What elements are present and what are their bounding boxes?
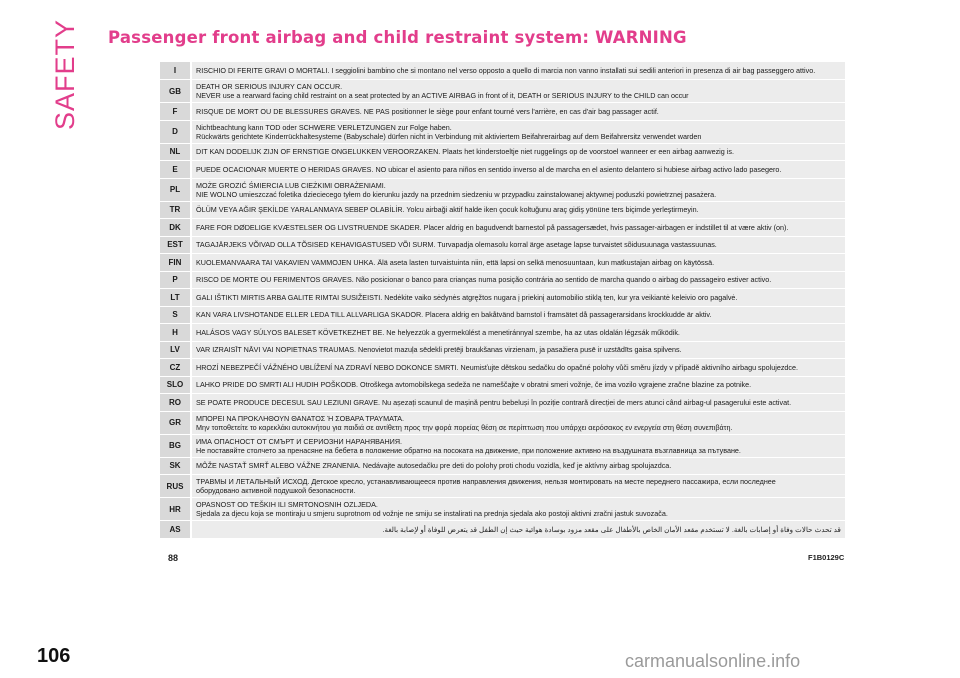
warning-row <box>160 394 845 412</box>
language-code: SLO <box>160 376 191 394</box>
warning-text-line: SE POATE PRODUCE DECESUL SAU LEZIUNI GRAVE. Nu așezați scaunul de mașină pentru bebeluși în poziție contrară direcției de mers atunci când airbag-ul pasagerului este activat. <box>196 397 792 407</box>
warning-text-line: GALI IŠTIKTI MIRTIS ARBA GALITE RIMTAI SUSIŽEISTI. Nedėkite vaiko sėdynės atgręžtos nugara į priekinį automobilio stiklą ten, kur yra veikiantė keleivio oro pagalvė. <box>196 292 738 302</box>
warning-text <box>191 143 845 161</box>
language-code: CZ <box>160 359 191 377</box>
warning-text-line: Rückwärts gerichtete Kinderrückhaltesysteme (Babyschale) dürfen nicht in Verbindung mit aktiviertem Beifahrerairbag auf dem Beifahrersitz verwendet warden <box>196 131 702 141</box>
language-code: DK <box>160 219 191 237</box>
warning-row <box>160 143 845 161</box>
section-label: SAFETY <box>50 18 80 130</box>
watermark-link[interactable]: carmanualsonline.info <box>625 651 801 671</box>
warning-row <box>160 219 845 237</box>
warning-text <box>191 254 845 272</box>
warning-text <box>191 62 845 80</box>
warning-row <box>160 103 845 121</box>
language-code: H <box>160 324 191 342</box>
warning-text-line: MOŻE GROZIĆ ŚMIERCIA LUB CIEŻKIMI OBRAŻENIAMI. <box>196 180 386 190</box>
warning-text <box>191 271 845 289</box>
warning-text <box>191 80 845 103</box>
language-code: RO <box>160 394 191 412</box>
warning-text-line: ÖLÜM VEYA AĞIR ŞEKİLDE YARALANMAYA SEBEP OLABİLİR. Yolcu airbaği aktif halde iken çocuk koltuğunu araç gidiş yönüne ters biçimde yerleştirmeyin. <box>196 205 699 215</box>
warning-row <box>160 80 845 103</box>
language-code: I <box>160 62 191 80</box>
warning-row <box>160 236 845 254</box>
warning-text-line: MÔŽE NASTAŤ SMRŤ ALEBO VÁŽNE ZRANENIA. Nedávajte autosedačku pre deti do polohy proti chodu vozidla, keď je aktívny airbag spolujazdca. <box>196 461 672 471</box>
warning-text <box>191 394 845 412</box>
language-code: D <box>160 120 191 143</box>
warning-row <box>160 289 845 307</box>
warning-text <box>191 324 845 342</box>
language-code: HR <box>160 498 191 521</box>
warning-row <box>160 359 845 377</box>
language-code: S <box>160 306 191 324</box>
warning-text <box>191 120 845 143</box>
language-code: TR <box>160 201 191 219</box>
warning-text <box>191 201 845 219</box>
language-code: NL <box>160 143 191 161</box>
warning-row <box>160 201 845 219</box>
warning-text <box>191 289 845 307</box>
language-code: F <box>160 103 191 121</box>
warning-text <box>191 359 845 377</box>
warning-row <box>160 306 845 324</box>
warning-text <box>191 236 845 254</box>
page-heading: Passenger front airbag and child restraint system: WARNING <box>108 28 687 47</box>
warning-text-line: KUOLEMANVAARA TAI VAKAVIEN VAMMOJEN UHKA. Älä aseta lasten turvaistuinta niin, että lapsi on selkä menosuuntaan, kun matkustajan airbag on käytössä. <box>196 257 715 267</box>
warning-text-line: DIT KAN DODELIJK ZIJN OF ERNSTIGE ONGELUKKEN VEROORZAKEN. Plaats het kinderstoeltje niet ruggelings op de voorstoel wanneer er een airbag aanwezig is. <box>196 147 734 157</box>
warning-row <box>160 120 845 143</box>
warning-row <box>160 62 845 80</box>
language-code: P <box>160 271 191 289</box>
warning-row <box>160 457 845 475</box>
warning-text <box>191 475 845 498</box>
inner-page-reference: 88 <box>168 553 179 563</box>
warning-row <box>160 324 845 342</box>
language-code: RUS <box>160 475 191 498</box>
warning-text-line: FARE FOR DØDELIGE KVÆSTELSER OG LIVSTRUENDE SKADER. Placer aldrig en bagudvendt barnestol på passagersædet, hvis passager-airbagen er indstillet til at være aktiv (on). <box>196 222 789 232</box>
page-number: 106 <box>37 645 71 667</box>
warning-text <box>191 219 845 237</box>
warning-row <box>160 376 845 394</box>
warning-text-line: Не поставяйте столчето за пренасяне на бебета в положение обратно на посоката на движение, при положение активно на въздушната възглавница за пътуване. <box>196 445 741 455</box>
language-code: SK <box>160 457 191 475</box>
warning-text-line: LAHKO PRIDE DO SMRTI ALI HUDIH POŠKODB. Otroškega avtomobilskega sedeža ne nameščajte v obratni smeri vožnje, če ima vozilo vgrajene zračne blazine za potnike. <box>196 380 752 390</box>
warning-row <box>160 521 845 539</box>
warning-text <box>191 103 845 121</box>
warning-row <box>160 475 845 498</box>
warning-row <box>160 498 845 521</box>
warning-table <box>160 62 845 539</box>
warning-text-line: RISCO DE MORTE OU FERIMENTOS GRAVES. Não posicionar o banco para crianças numa posição contrária ao sentido de marcha quando o airbag do passageiro estiver activo. <box>196 275 772 285</box>
warning-text-line: ТРАВМЫ И ЛЕТАЛЬНЫЙ ИСХОД. Детское кресло, устанавливающееся против направления движения, нельзя монтировать на месте переднего пассажира, если последнее <box>196 477 776 486</box>
warning-text-line: قد تحدث حالات وفاة أو إصابات بالغة. لا تستخدم مقعد الأمان الخاص بالأطفال على مقعد مزود بوسادة هوائية حيث إن الطفل قد يتعرض للوفاة أو لإصابة بالغة. <box>382 524 841 534</box>
warning-row <box>160 161 845 179</box>
warning-text-line: RISQUE DE MORT OU DE BLESSURES GRAVES. NE PAS positionner le siège pour enfant tourné vers l'arrière, en cas d'air bag passager actif. <box>196 106 659 116</box>
warning-text-line: оборудовано активной подушкой безопасности. <box>196 486 356 495</box>
language-code: EST <box>160 236 191 254</box>
warning-text-line: TAGAJÄRJEKS VÕIVAD OLLA TÕSISED KEHAVIGASTUSED VÕI SURM. Turvapadja olemasolu korral ärge asetage lapse turvaistet sõidusuunaga vastassuunas. <box>196 240 717 250</box>
warning-row <box>160 254 845 272</box>
warning-text-line: NIE WOLNO umieszczać foletika dzieciecego tyłem do kierunku jazdy na przednim siedzeniu w przypadku zainstalowanej aktywnej poduszki powietrznej pasażera. <box>196 189 717 199</box>
warning-text <box>191 411 845 434</box>
warning-text <box>191 306 845 324</box>
language-code: FIN <box>160 254 191 272</box>
warning-row <box>160 434 845 457</box>
warning-text-line: ΜΠΟΡΕΙ ΝΑ ΠΡΟΚΛΗΘΟΥΝ ΘΑΝΑΤΟΣ Ή ΣΟΒΑΡΑ ΤΡΑΥΜΑΤΑ. <box>196 413 404 423</box>
warning-text-line: ИМА ОПАСНОСТ ОТ СМЪРТ И СЕРИОЗНИ НАРАНЯВАНИЯ. <box>196 436 403 446</box>
language-code: LV <box>160 341 191 359</box>
warning-text-line: Nichtbeachtung kann TOD oder SCHWERE VERLETZUNGEN zur Folge haben. <box>196 122 452 132</box>
figure-code: F1B0129C <box>808 553 845 562</box>
warning-text-line: HROZÍ NEBEZPEČÍ VÁŽNÉHO UBLÍŽENÍ NA ZDRAVÍ NEBO DOKONCE SMRTI. Neumisťujte dětskou sedačku do opačné polohy vůči směru jízdy v případě aktivního airbagu spolujezdce. <box>196 362 799 372</box>
warning-row <box>160 271 845 289</box>
warning-text-line: VAR IZRAISĪT NĀVI VAI NOPIETNAS TRAUMAS. Nenovietot mazuļa sēdekli pretēji braukšanas virzienam, ja pasažiera pusē ir uzstādīts gaisa spilvens. <box>196 345 682 355</box>
language-code: BG <box>160 434 191 457</box>
warning-text-line: Μην τοποθετείτε το καρεκλάκι αυτοκινήτου για παιδιά σε αντίθετη προς την φορά πορείας θέση σε περίπτωση που υπάρχει αερόσακος εν ενεργεία στη θέση συνεπιβάτη. <box>196 422 733 432</box>
warning-text <box>191 498 845 521</box>
warning-text-line: Sjedala za djecu koja se montiraju u smjeru suprotnom od vožnje ne smiju se instalirati na prednja sjedala ako postoji aktivni zračni jastuk suvozača. <box>196 509 668 518</box>
warning-text-line: HALÁSOS VAGY SÚLYOS BALESET KÖVETKEZHET BE. Ne helyezzük a gyermekülést a menetiránnyal szembe, ha az utas oldalán légzsák működik. <box>196 327 680 337</box>
warning-table-body <box>160 62 845 538</box>
language-code: AS <box>160 521 191 539</box>
language-code: GB <box>160 80 191 103</box>
warning-text <box>191 161 845 179</box>
warning-text <box>191 434 845 457</box>
warning-text <box>191 178 845 201</box>
language-code: LT <box>160 289 191 307</box>
warning-text-line: RISCHIO DI FERITE GRAVI O MORTALI. I seggiolini bambino che si montano nel verso opposto a quello di marcia non vanno installati sui sedili anteriori in presenza di air bag passeggero attivo. <box>196 66 816 75</box>
warning-text-line: KAN VARA LIVSHOTANDE ELLER LEDA TILL ALLVARLIGA SKADOR. Placera aldrig en bakåtvänd barnstol i framsätet då passagerarsidans krockkudde är aktiv. <box>196 310 712 320</box>
warning-text-line: OPASNOST OD TEŠKIH ILI SMRTONOSNIH OZLJEDA. <box>196 500 378 509</box>
warning-text <box>191 521 845 539</box>
language-code: PL <box>160 178 191 201</box>
warning-row <box>160 341 845 359</box>
warning-text-line: PUEDE OCACIONAR MUERTE O HERIDAS GRAVES. NO ubicar el asiento para niños en sentido inverso al de marcha en el asiento delantero si hubiese airbag activo lado pasegero. <box>196 164 782 174</box>
warning-text <box>191 376 845 394</box>
language-code: GR <box>160 411 191 434</box>
warning-text-line: NEVER use a rearward facing child restraint on a seat protected by an ACTIVE AIRBAG in front of it, DEATH or SERIOUS INJURY to the CHILD can occur <box>196 91 689 100</box>
warning-text <box>191 457 845 475</box>
warning-row <box>160 178 845 201</box>
warning-text <box>191 341 845 359</box>
warning-text-line: DEATH OR SERIOUS INJURY CAN OCCUR. <box>196 82 343 91</box>
language-code: E <box>160 161 191 179</box>
warning-row <box>160 411 845 434</box>
